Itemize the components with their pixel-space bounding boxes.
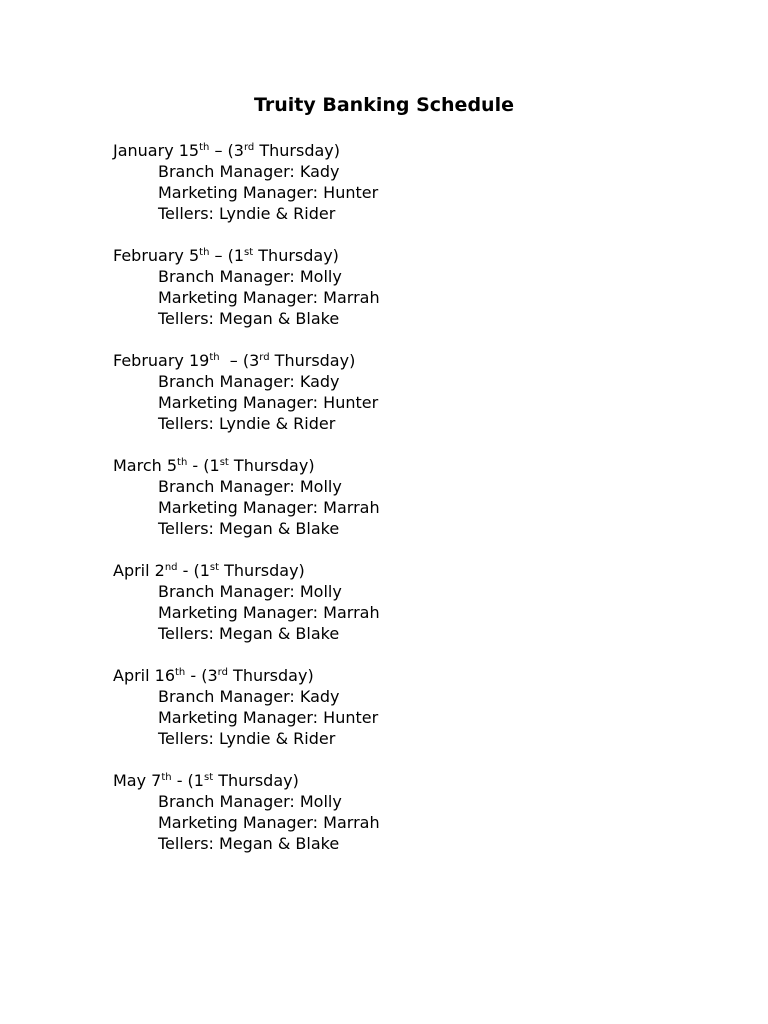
weekday: Thursday)	[254, 141, 341, 160]
branch-manager-line: Branch Manager: Kady	[158, 372, 340, 391]
entry-date-line	[113, 770, 713, 791]
branch-manager-line: Branch Manager: Molly	[158, 477, 342, 496]
weekday: Thursday)	[253, 246, 339, 265]
branch-manager-line: Branch Manager: Molly	[158, 267, 342, 286]
ordinal-number: 1	[199, 561, 210, 580]
schedule-entry	[113, 560, 713, 644]
schedule-entry	[113, 245, 713, 329]
entry-date: January 15	[113, 141, 200, 160]
date-separator: – (	[209, 246, 234, 265]
ordinal-suffix: rd	[217, 667, 228, 678]
tellers-line: Tellers: Lyndie & Rider	[158, 204, 336, 223]
entry-date: February 19	[113, 351, 210, 370]
date-separator: – (	[209, 141, 234, 160]
branch-manager-line: Branch Manager: Molly	[158, 582, 342, 601]
schedule-entry	[113, 455, 713, 539]
marketing-manager-line: Marketing Manager: Hunter	[158, 393, 379, 412]
ordinal-number: 1	[193, 771, 204, 790]
weekday: Thursday)	[227, 666, 314, 685]
marketing-manager-line: Marketing Manager: Hunter	[158, 183, 379, 202]
ordinal-number: 3	[207, 666, 218, 685]
entry-date-line	[113, 665, 713, 686]
date-suffix: th	[199, 142, 210, 153]
entry-date: April 16	[113, 666, 176, 685]
entry-date-line	[113, 350, 713, 371]
ordinal-suffix: st	[203, 772, 214, 783]
date-suffix: th	[199, 247, 210, 258]
entry-date: May 7	[113, 771, 162, 790]
branch-manager-line: Branch Manager: Kady	[158, 162, 340, 181]
weekday: Thursday)	[213, 771, 299, 790]
weekday: Thursday)	[269, 351, 356, 370]
marketing-manager-line: Marketing Manager: Hunter	[158, 708, 379, 727]
tellers-line: Tellers: Megan & Blake	[158, 624, 340, 643]
ordinal-suffix: st	[209, 562, 220, 573]
ordinal-number: 1	[233, 246, 245, 265]
ordinal-suffix: st	[219, 457, 229, 468]
entry-date-line	[113, 245, 713, 266]
tellers-line: Tellers: Lyndie & Rider	[158, 414, 336, 433]
branch-manager-line: Branch Manager: Kady	[158, 687, 340, 706]
ordinal-suffix: st	[244, 247, 254, 258]
document-title: Truity Banking Schedule	[254, 94, 514, 116]
ordinal-number: 3	[233, 141, 244, 160]
date-separator: - (	[177, 561, 200, 580]
weekday: Thursday)	[228, 456, 315, 475]
date-separator: - (	[187, 456, 210, 475]
entry-date: March 5	[113, 456, 178, 475]
date-separator: – (	[219, 351, 250, 370]
date-separator: - (	[171, 771, 194, 790]
schedule-entry	[113, 140, 713, 224]
schedule-entry	[113, 770, 713, 854]
entry-date: April 2	[113, 561, 165, 580]
entry-date: February 5	[113, 246, 200, 265]
marketing-manager-line: Marketing Manager: Marrah	[158, 288, 380, 307]
ordinal-number: 3	[249, 351, 260, 370]
ordinal-number: 1	[209, 456, 220, 475]
marketing-manager-line: Marketing Manager: Marrah	[158, 813, 380, 832]
tellers-line: Tellers: Megan & Blake	[158, 519, 340, 538]
weekday: Thursday)	[219, 561, 305, 580]
date-suffix: th	[209, 352, 220, 363]
date-suffix: th	[175, 667, 186, 678]
tellers-line: Tellers: Megan & Blake	[158, 834, 340, 853]
tellers-line: Tellers: Megan & Blake	[158, 309, 340, 328]
ordinal-suffix: rd	[259, 352, 270, 363]
schedule-entries	[113, 140, 713, 875]
marketing-manager-line: Marketing Manager: Marrah	[158, 498, 380, 517]
date-suffix: nd	[164, 562, 178, 573]
entry-date-line	[113, 560, 713, 581]
schedule-entry	[113, 665, 713, 749]
date-suffix: th	[177, 457, 188, 468]
branch-manager-line: Branch Manager: Molly	[158, 792, 342, 811]
marketing-manager-line: Marketing Manager: Marrah	[158, 603, 380, 622]
ordinal-suffix: rd	[243, 142, 255, 153]
tellers-line: Tellers: Lyndie & Rider	[158, 729, 336, 748]
schedule-entry	[113, 350, 713, 434]
date-suffix: th	[161, 772, 172, 783]
entry-date-line	[113, 455, 713, 476]
entry-date-line	[113, 140, 713, 161]
date-separator: - (	[185, 666, 208, 685]
